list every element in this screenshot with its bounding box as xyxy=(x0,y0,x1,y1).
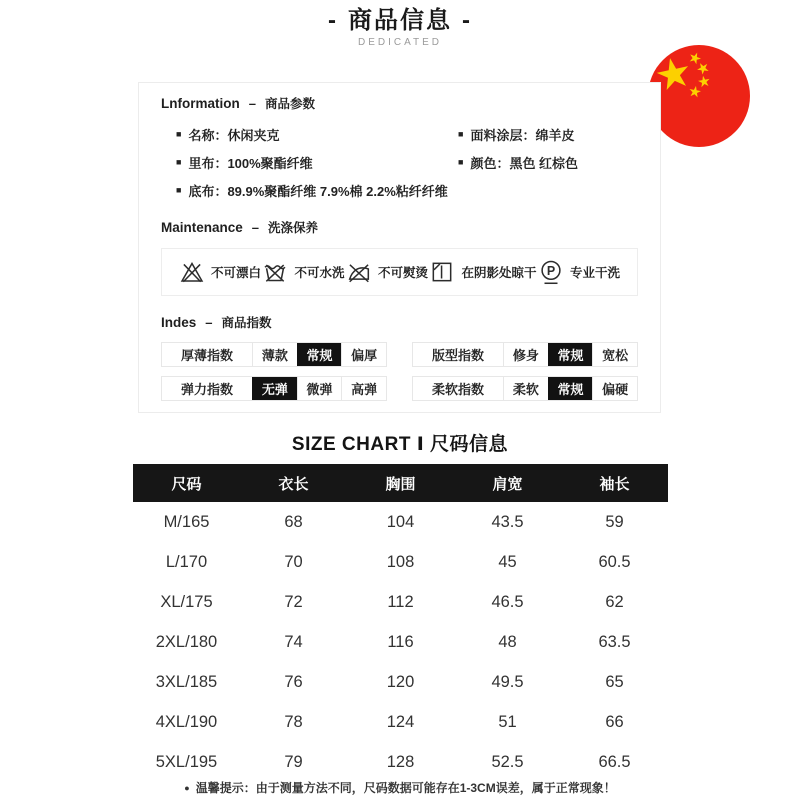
parameter-item xyxy=(176,182,448,198)
note-text: 温馨提示：由于测量方法不同，尺码数据可能存在1-3CM误差，属于正常现象！ xyxy=(195,781,616,795)
table-row xyxy=(133,502,668,542)
care-item-dry-clean xyxy=(538,259,620,285)
size-cell: 78 xyxy=(284,712,303,731)
china-flag-badge xyxy=(648,45,750,147)
parameter-text: 面料涂层：绵羊皮 xyxy=(470,127,575,143)
index-option: 修身 xyxy=(503,343,548,366)
size-cell: 74 xyxy=(284,632,303,651)
section-zh-label: 洗涤保养 xyxy=(268,221,319,235)
size-cell: M/165 xyxy=(163,512,210,531)
care-item-no-wash xyxy=(262,259,344,285)
square-bullet-icon: ■ xyxy=(176,157,182,167)
size-cell: 46.5 xyxy=(491,592,524,611)
index-option-selected: 常规 xyxy=(548,343,593,366)
section-heading-index xyxy=(161,313,638,331)
index-label: 柔软指数 xyxy=(431,382,484,397)
table-row xyxy=(133,542,668,582)
care-label: 在阴影处晾干 xyxy=(461,266,537,280)
size-cell: L/170 xyxy=(165,552,208,571)
size-cell: 2XL/180 xyxy=(155,632,218,651)
care-label: 不可水洗 xyxy=(294,266,345,280)
no-iron-icon xyxy=(346,259,372,285)
size-cell: 79 xyxy=(284,752,303,771)
size-column-header: 肩宽 xyxy=(454,464,561,502)
parameter-item xyxy=(458,154,578,170)
index-option: 柔软 xyxy=(503,377,548,400)
page-subtitle: DEDICATED xyxy=(357,37,443,48)
size-cell: 68 xyxy=(284,512,303,531)
dry-clean-icon xyxy=(538,259,564,285)
section-heading-parameters xyxy=(161,94,638,112)
index-row xyxy=(161,342,387,367)
index-option: 薄款 xyxy=(252,343,297,366)
size-cell: 51 xyxy=(498,712,517,731)
size-cell: 63.5 xyxy=(598,632,631,651)
no-wash-icon xyxy=(262,259,288,285)
size-cell: 49.5 xyxy=(491,672,524,691)
svg-text:P: P xyxy=(546,263,556,278)
table-row xyxy=(133,622,668,662)
square-bullet-icon: ■ xyxy=(458,157,464,167)
table-row xyxy=(133,662,668,702)
size-cell: XL/175 xyxy=(160,592,213,611)
size-cell: 60.5 xyxy=(598,552,631,571)
parameter-column-left xyxy=(176,126,448,210)
size-cell: 124 xyxy=(386,712,415,731)
note-bullet-icon: ● xyxy=(184,783,190,793)
product-index-grid xyxy=(161,342,638,401)
size-cell: 3XL/185 xyxy=(155,672,218,691)
square-bullet-icon: ■ xyxy=(176,185,182,195)
size-cell: 108 xyxy=(386,552,415,571)
size-cell: 45 xyxy=(498,552,517,571)
parameter-item xyxy=(176,126,448,142)
size-cell: 59 xyxy=(605,512,624,531)
index-option: 偏硬 xyxy=(592,377,637,400)
page-title-text: 商品信息 xyxy=(348,7,452,34)
index-row xyxy=(412,376,638,401)
parameter-column-right xyxy=(458,126,578,182)
index-option-selected: 常规 xyxy=(297,343,342,366)
parameter-text: 名称：休闲夹克 xyxy=(188,127,280,143)
section-dash: – xyxy=(251,219,260,235)
care-item-no-iron xyxy=(346,259,428,285)
square-bullet-icon: ■ xyxy=(176,129,182,139)
section-zh-label: 商品指数 xyxy=(221,316,272,330)
size-cell: 5XL/195 xyxy=(155,752,218,771)
square-bullet-icon: ■ xyxy=(458,129,464,139)
parameter-text: 里布：100%聚酯纤维 xyxy=(188,155,313,171)
size-cell: 72 xyxy=(284,592,303,611)
no-bleach-icon xyxy=(179,259,205,285)
title-dash-right: - xyxy=(462,7,472,34)
index-label: 厚薄指数 xyxy=(180,348,233,363)
size-cell: 65 xyxy=(605,672,624,691)
index-option: 宽松 xyxy=(592,343,637,366)
section-en-label: Indes xyxy=(161,314,197,330)
size-cell: 66 xyxy=(605,712,624,731)
product-info-box xyxy=(138,82,661,413)
index-option-selected: 无弹 xyxy=(252,377,297,400)
size-column-header: 袖长 xyxy=(561,464,668,502)
size-column-header: 衣长 xyxy=(240,464,347,502)
index-row xyxy=(161,376,387,401)
section-en-label: Lnformation xyxy=(161,95,240,111)
section-zh-label: 商品参数 xyxy=(264,97,315,111)
size-cell: 52.5 xyxy=(491,752,524,771)
size-chart-title: SIZE CHART Ⅰ 尺码信息 xyxy=(291,434,509,455)
index-option: 偏厚 xyxy=(341,343,386,366)
care-item-dry-in-shade xyxy=(429,259,536,285)
size-cell: 76 xyxy=(284,672,303,691)
size-column-header: 胸围 xyxy=(347,464,454,502)
size-cell: 120 xyxy=(386,672,415,691)
page-header xyxy=(0,6,800,48)
section-dash: – xyxy=(205,314,213,330)
size-cell: 43.5 xyxy=(491,512,524,531)
size-cell: 116 xyxy=(387,632,414,651)
care-label: 专业干洗 xyxy=(569,266,620,280)
parameter-item xyxy=(458,126,578,142)
page-title xyxy=(0,6,800,36)
size-cell: 4XL/190 xyxy=(155,712,218,731)
parameter-list xyxy=(176,126,638,212)
title-dash-left: - xyxy=(328,7,338,34)
size-cell: 112 xyxy=(387,592,414,611)
parameter-text: 底布：89.9%聚酯纤维 7.9%棉 2.2%粘纤纤维 xyxy=(188,183,448,199)
size-cell: 48 xyxy=(498,632,517,651)
care-label: 不可熨烫 xyxy=(377,266,428,280)
section-en-label: Maintenance xyxy=(161,219,243,235)
care-item-no-bleach xyxy=(179,259,261,285)
size-note xyxy=(0,779,800,796)
size-table-header-row xyxy=(133,464,668,502)
dry-in-shade-icon xyxy=(429,259,455,285)
table-row xyxy=(133,742,668,782)
table-row xyxy=(133,702,668,742)
index-option: 高弹 xyxy=(341,377,386,400)
size-table xyxy=(133,464,668,782)
parameter-text: 颜色：黑色 红棕色 xyxy=(470,155,579,171)
index-option: 微弹 xyxy=(297,377,342,400)
size-cell: 62 xyxy=(605,592,624,611)
china-flag-icon xyxy=(648,45,750,147)
care-symbols-box xyxy=(161,248,638,296)
size-cell: 128 xyxy=(386,752,415,771)
index-option-selected: 常规 xyxy=(548,377,593,400)
index-row xyxy=(412,342,638,367)
size-cell: 70 xyxy=(284,552,303,571)
size-column-header: 尺码 xyxy=(133,464,240,502)
size-cell: 66.5 xyxy=(598,752,631,771)
table-row xyxy=(133,582,668,622)
index-label: 弹力指数 xyxy=(180,382,233,397)
section-heading-care xyxy=(161,218,638,236)
size-cell: 104 xyxy=(386,512,415,531)
index-label: 版型指数 xyxy=(431,348,484,363)
care-label: 不可漂白 xyxy=(211,266,262,280)
section-dash: – xyxy=(248,95,256,111)
parameter-item xyxy=(176,154,448,170)
